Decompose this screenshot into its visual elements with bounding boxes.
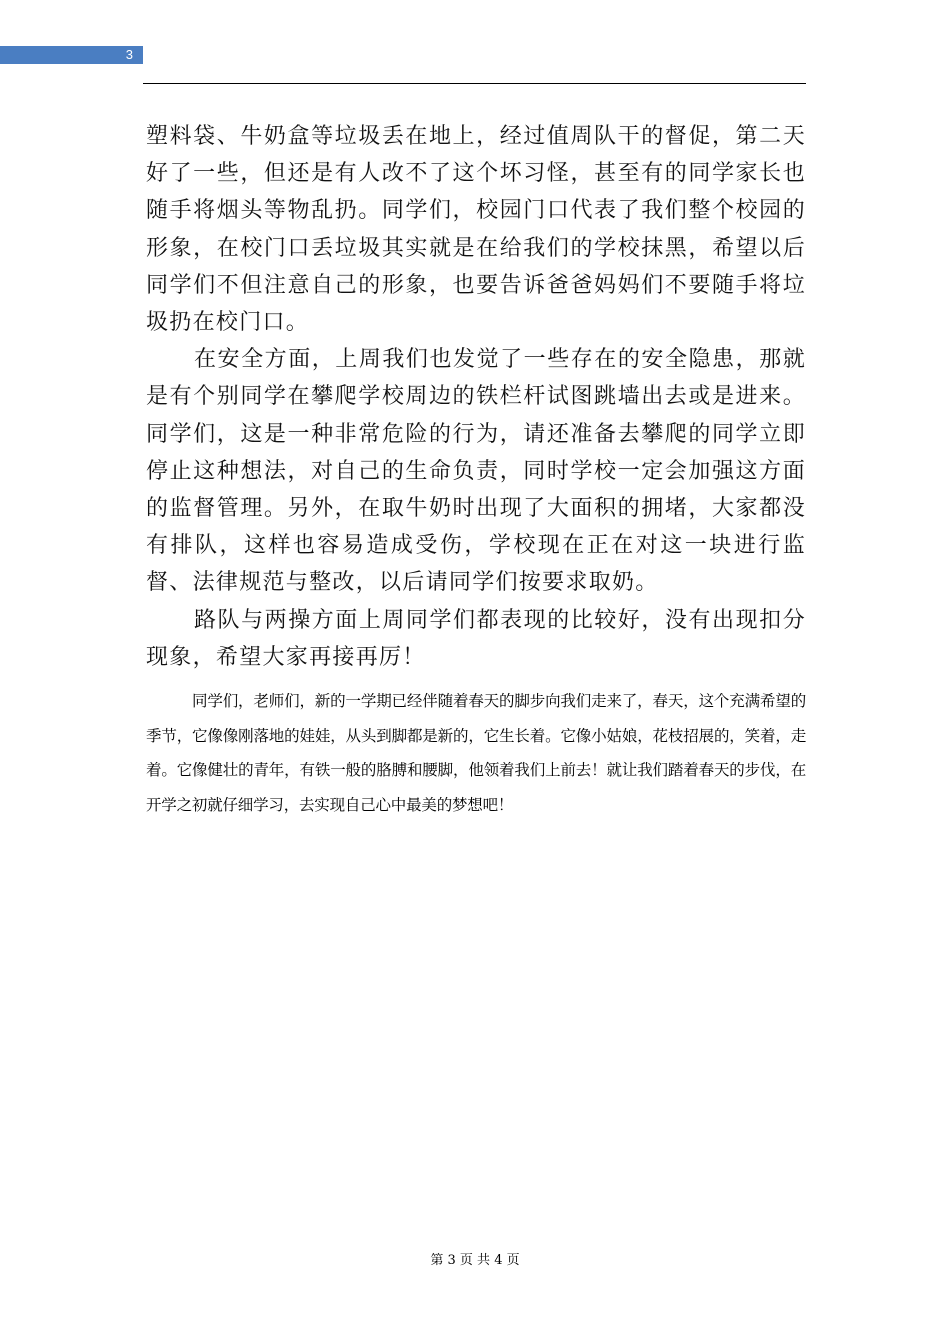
paragraph-litter: 塑料袋、牛奶盒等垃圾丢在地上，经过值周队干的督促，第二天好了一些，但还是有人改不了这个坏习怪，甚至有的同学家长也随手将烟头等物乱扔。同学们，校园门口代表了我们整个校园的形象，在校门口丢垃圾其实就是在给我们的学校抹黑，希望以后同学们不但注意自己的形象，也要告诉爸爸妈妈们不要随手将垃圾扔在校门口。: [146, 124, 806, 336]
page-footer: 第 3 页 共 4 页: [430, 1253, 520, 1268]
paragraph-safety: 在安全方面，上周我们也发觉了一些存在的安全隐患，那就是有个别同学在攀爬学校周边的铁栏杆试图跳墙出去或是进来。同学们，这是一种非常危险的行为，请还准备去攀爬的同学立即停止这种想法，对自己的生命负责，同时学校一定会加强这方面的监督管理。另外，在取牛奶时出现了大面积的拥堵，大家都没有排队，这样也容易造成受伤，学校现在正在对这一块进行监督、法律规范与整改，以后请同学们按要求取奶。: [146, 347, 806, 596]
header-rule: [143, 83, 806, 84]
paragraph-drills: 路队与两操方面上周同学们都表现的比较好，没有出现扣分现象，希望大家再接再厉！: [146, 607, 806, 670]
paragraph-closing: 同学们，老师们，新的一学期已经伴随着春天的脚步向我们走来了，春天，这个充满希望的季节，它像像刚落地的娃娃，从头到脚都是新的，它生长着。它像小姑娘，花枝招展的，笑着，走着。它像健壮的青年，有铁一般的胳膊和腰脚，他领着我们上前去！就让我们踏着春天的步伐，在开学之初就仔细学习，去实现自己心中最美的梦想吧！: [146, 692, 806, 814]
main-body: [146, 118, 806, 676]
header-page-number: 3: [125, 47, 133, 62]
page-number-tab: [0, 46, 143, 64]
